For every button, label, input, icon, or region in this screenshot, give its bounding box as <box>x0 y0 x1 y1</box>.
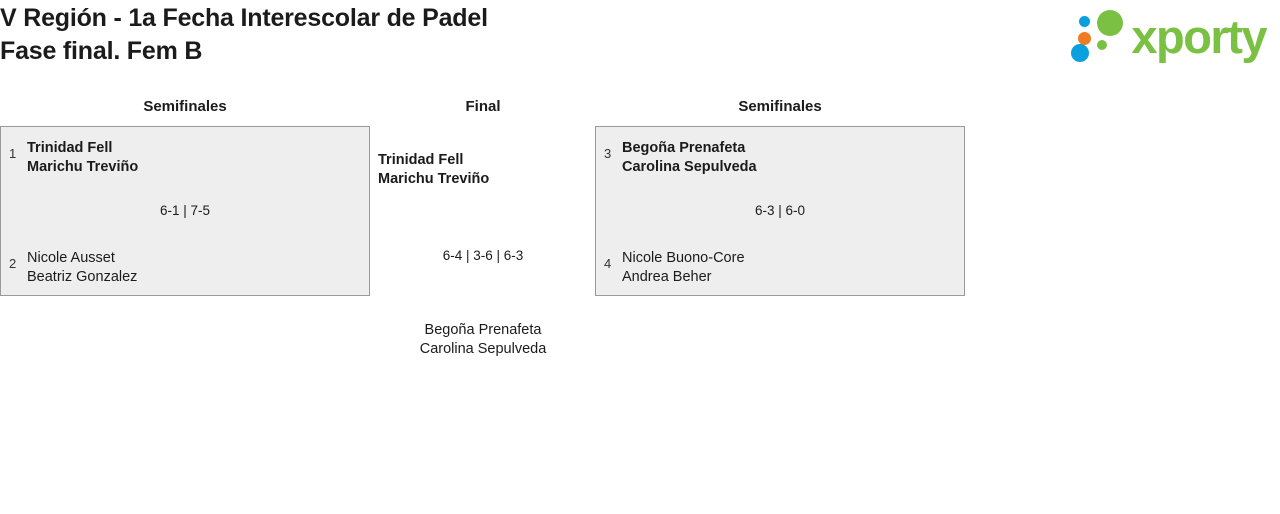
match-score: 6-1 | 7-5 <box>159 203 211 218</box>
match-team-winner[interactable] <box>9 139 359 177</box>
team-player-1: Trinidad Fell <box>27 140 113 156</box>
final-winner-player-1: Trinidad Fell <box>378 152 464 168</box>
team-player-1: Nicole Ausset <box>27 250 115 266</box>
team-seed: 1 <box>9 146 17 161</box>
match-team-loser[interactable] <box>9 249 359 287</box>
match-team-loser[interactable] <box>604 249 954 287</box>
team-players <box>622 139 757 177</box>
team-players <box>27 249 137 287</box>
team-players <box>27 139 138 177</box>
match-semifinal-left[interactable] <box>0 126 370 296</box>
round-label-semifinals-left: Semifinales <box>143 98 227 115</box>
team-seed: 3 <box>604 146 612 161</box>
team-player-1: Begoña Prenafeta <box>622 140 746 156</box>
page-title-line2: Fase final. Fem B <box>0 37 203 65</box>
team-player-2: Marichu Treviño <box>27 159 139 175</box>
logo-wordmark: xporty <box>1131 9 1266 63</box>
final-match-score: 6-4 | 3-6 | 6-3 <box>442 248 524 263</box>
match-score: 6-3 | 6-0 <box>754 203 806 218</box>
team-seed: 2 <box>9 256 17 271</box>
final-runnerup-player-1: Begoña Prenafeta <box>424 322 542 338</box>
final-winner-player-2: Marichu Treviño <box>378 171 490 187</box>
page-title-line1: V Región - 1a Fecha Interescolar de Padel <box>0 4 488 32</box>
xporty-logo <box>1034 6 1266 66</box>
team-player-2: Beatriz Gonzalez <box>27 269 138 285</box>
match-semifinal-right[interactable] <box>595 126 965 296</box>
round-label-final: Final <box>465 98 501 115</box>
final-team-winner[interactable] <box>378 151 489 189</box>
team-player-2: Carolina Sepulveda <box>622 159 757 175</box>
team-players <box>622 249 745 287</box>
match-team-winner[interactable] <box>604 139 954 177</box>
final-team-runner-up[interactable] <box>370 321 596 359</box>
page-title <box>0 2 760 68</box>
round-label-semifinals-right: Semifinales <box>738 98 822 115</box>
logo-dots-icon <box>1071 10 1129 62</box>
team-player-2: Andrea Beher <box>622 269 712 285</box>
team-player-1: Nicole Buono-Core <box>622 250 745 266</box>
final-runnerup-player-2: Carolina Sepulveda <box>419 341 547 357</box>
team-seed: 4 <box>604 256 612 271</box>
